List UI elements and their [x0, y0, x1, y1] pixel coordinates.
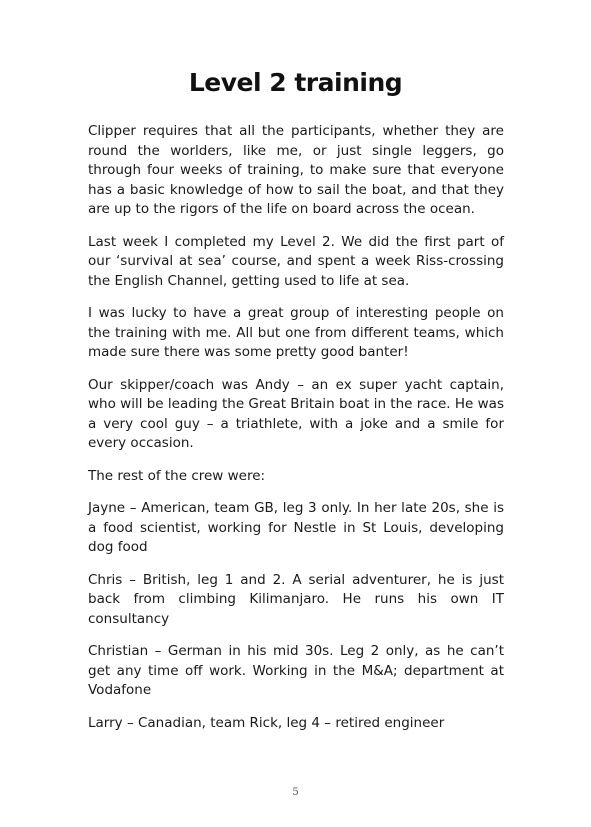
paragraph-intro: Clipper requires that all the participants, whether they are round the worlders, like me, or just single leggers, go through four weeks of training, to make sure that everyone has a basic knowledge of how to sail the boat, and that they are up to the rigors of the life on board across the ocean.: [88, 123, 504, 217]
paragraph-skipper: Our skipper/coach was Andy – an ex super yacht captain, who will be leading the Great Britain boat in the race. He was a very cool guy – a triathlete, with a joke and a smile for every occasion.: [88, 376, 504, 451]
page-title: Level 2 training: [188, 68, 403, 97]
paragraph-crew-larry: Larry – Canadian, team Rick, leg 4 – retired engineer: [88, 714, 445, 731]
paragraph-group: I was lucky to have a great group of interesting people on the training with me. All but one from different teams, which made sure there was some pretty good banter!: [88, 305, 504, 360]
paragraph-crew-chris: Chris – British, leg 1 and 2. A serial adventurer, he is just back from climbing Kilimanjaro. He runs his own IT consultancy: [88, 571, 504, 627]
page-number: 5: [292, 787, 299, 798]
document-body: [88, 122, 504, 746]
paragraph-crew-jayne: Jayne – American, team GB, leg 3 only. In her late 20s, she is a food scientist, working for Nestle in St Louis, developing dog food: [88, 500, 504, 555]
paragraph-crew-intro: The rest of the crew were:: [88, 467, 266, 484]
paragraph-level-2: Last week I completed my Level 2. We did the first part of our ‘survival at sea’ course, and spent a week Riss-crossing the English Channel, getting used to life at sea.: [88, 233, 504, 289]
paragraph-crew-christian: Christian – German in his mid 30s. Leg 2 only, as he can’t get any time off work. Working in the M&A; department at Vodafone: [88, 643, 504, 698]
